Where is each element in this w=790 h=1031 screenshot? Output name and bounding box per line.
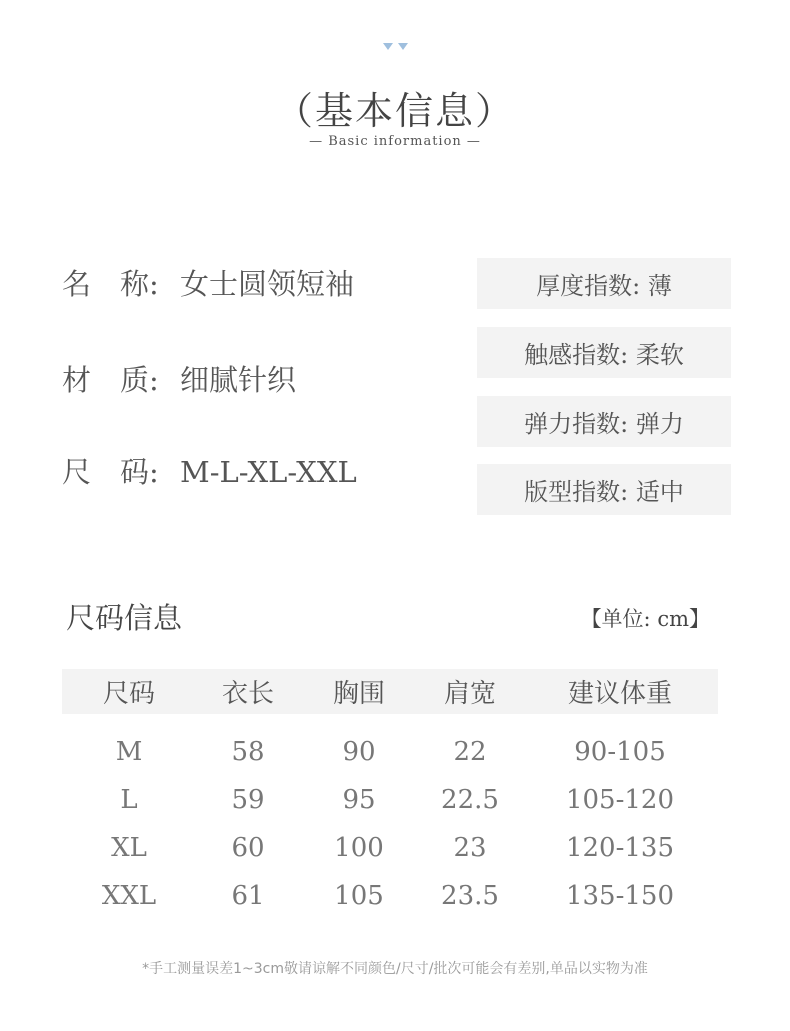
table-cell: 105-120 xyxy=(565,785,675,815)
column-header: 衣长 xyxy=(221,679,274,709)
info-value: 女士圆领短袖 xyxy=(180,267,355,301)
page-subtitle: — Basic information — xyxy=(309,134,481,149)
table-cell: 105 xyxy=(334,881,384,911)
info-label: 尺 码: xyxy=(62,455,159,489)
table-cell: 23.5 xyxy=(441,881,499,911)
table-header xyxy=(62,669,718,714)
page-title: （基本信息） xyxy=(274,89,515,133)
table-cell: 59 xyxy=(231,785,265,815)
table-row xyxy=(62,728,718,776)
triangle-down-icon xyxy=(383,43,393,50)
size-section-title: 尺码信息 xyxy=(66,601,183,635)
table-body xyxy=(62,728,718,920)
table-row xyxy=(62,872,718,920)
thickness-index: 厚度指数: 薄 xyxy=(477,258,731,309)
touch-index: 触感指数: 柔软 xyxy=(477,327,731,378)
table-cell: 22.5 xyxy=(441,785,499,815)
column-header: 肩宽 xyxy=(443,679,496,709)
table-cell: XL xyxy=(111,833,147,863)
table-cell: 22 xyxy=(453,737,487,767)
info-value: 细腻针织 xyxy=(180,363,297,397)
measurement-footnote: *手工测量误差1~3cm敬请谅解不同颜色/尺寸/批次可能会有差别,单品以实物为准 xyxy=(142,961,648,977)
size-table xyxy=(62,669,718,920)
fit-index: 版型指数: 适中 xyxy=(477,464,731,515)
table-cell: XXL xyxy=(101,881,157,911)
triangle-down-icon xyxy=(398,43,408,50)
column-header: 胸围 xyxy=(332,679,385,709)
info-row-size xyxy=(62,450,357,491)
info-label: 材 质: xyxy=(62,363,159,397)
table-cell: 95 xyxy=(342,785,376,815)
table-cell: 58 xyxy=(231,737,265,767)
table-cell: 90 xyxy=(342,737,376,767)
table-cell: 120-135 xyxy=(565,833,675,863)
elasticity-index: 弹力指数: 弹力 xyxy=(477,396,731,447)
table-cell: 90-105 xyxy=(574,737,666,767)
table-row xyxy=(62,824,718,872)
info-row-name xyxy=(62,262,354,303)
info-row-material xyxy=(62,358,296,399)
table-cell: 100 xyxy=(334,833,384,863)
table-cell: 61 xyxy=(231,881,265,911)
column-header: 尺码 xyxy=(102,679,155,709)
table-cell: M xyxy=(115,737,143,767)
info-label: 名 称: xyxy=(62,267,159,301)
table-cell: 23 xyxy=(453,833,487,863)
table-cell: L xyxy=(120,785,138,815)
table-row xyxy=(62,776,718,824)
column-header: 建议体重 xyxy=(567,679,672,709)
decorative-arrows-icon xyxy=(378,43,412,53)
unit-label: 【单位: cm】 xyxy=(580,607,710,631)
table-cell: 135-150 xyxy=(565,881,675,911)
table-cell: 60 xyxy=(231,833,265,863)
info-value: M-L-XL-XXL xyxy=(180,455,357,489)
